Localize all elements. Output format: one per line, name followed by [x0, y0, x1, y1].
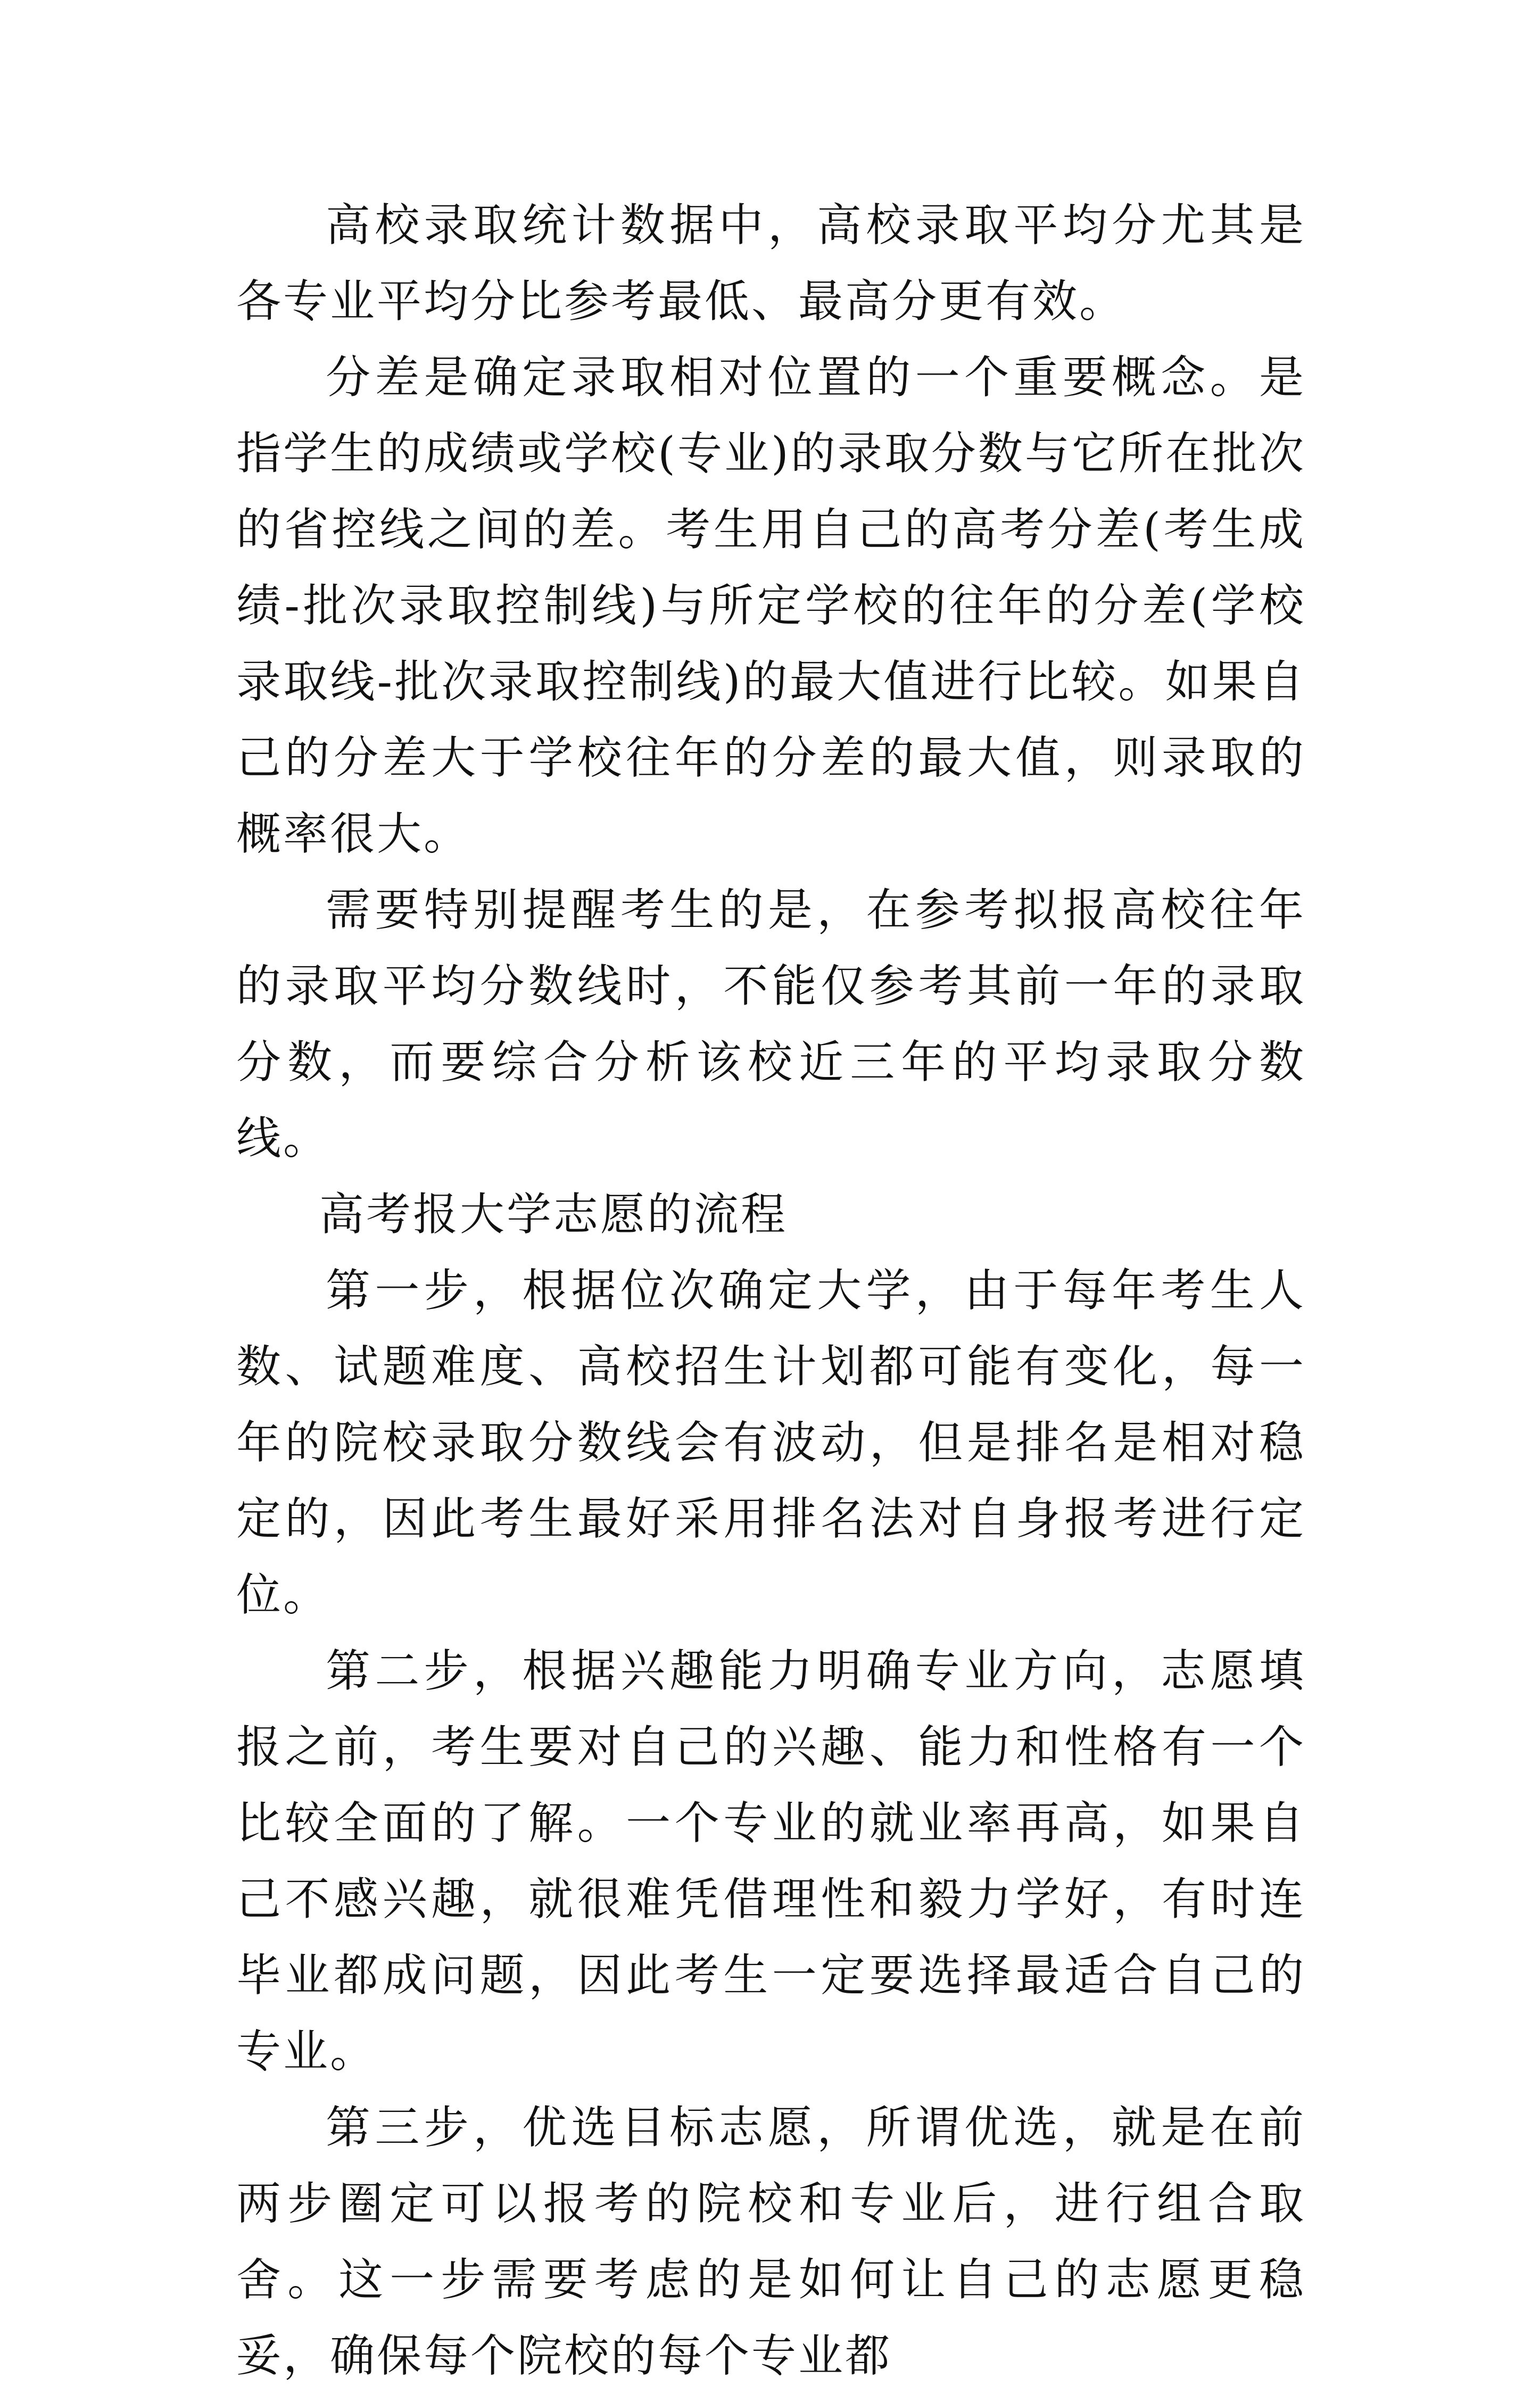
- paragraph-reminder: 需要特别提醒考生的是，在参考拟报高校往年的录取平均分数线时，不能仅参考其前一年的录取分数，而要综合分析该校近三年的平均录取分数线。: [236, 884, 1306, 1164]
- paragraph-average-score: 高校录取统计数据中，高校录取平均分尤其是各专业平均分比参考最低、最高分更有效。: [236, 199, 1306, 327]
- paragraph-step-two: 第二步，根据兴趣能力明确专业方向，志愿填报之前，考生要对自己的兴趣、能力和性格有一个比较全面的了解。一个专业的就业率再高，如果自己不感兴趣，就很难凭借理性和毅力学好，有时连毕业都成问题，因此考生一定要选择最适合自己的专业。: [236, 1645, 1306, 2077]
- document-body: [236, 187, 1306, 2394]
- paragraph-step-three: 第三步，优选目标志愿，所谓优选，就是在前两步圈定可以报考的院校和专业后，进行组合取舍。这一步需要考虑的是如何让自己的志愿更稳妥，确保每个院校的每个专业都: [236, 2101, 1306, 2382]
- section-heading: 高考报大学志愿的流程: [319, 1188, 788, 1240]
- paragraph-step-one: 第一步，根据位次确定大学，由于每年考生人数、试题难度、高校招生计划都可能有变化，每一年的院校录取分数线会有波动，但是排名是相对稳定的，因此考生最好采用排名法对自身报考进行定位。: [236, 1264, 1306, 1621]
- paragraph-score-difference: 分差是确定录取相对位置的一个重要概念。是指学生的成绩或学校(专业)的录取分数与它所在批次的省控线之间的差。考生用自己的高考分差(考生成绩-批次录取控制线)与所定学校的往年的分差(学校录取线-批次录取控制线)的最大值进行比较。如果自己的分差大于学校往年的分差的最大值，则录取的概率很大。: [236, 351, 1306, 860]
